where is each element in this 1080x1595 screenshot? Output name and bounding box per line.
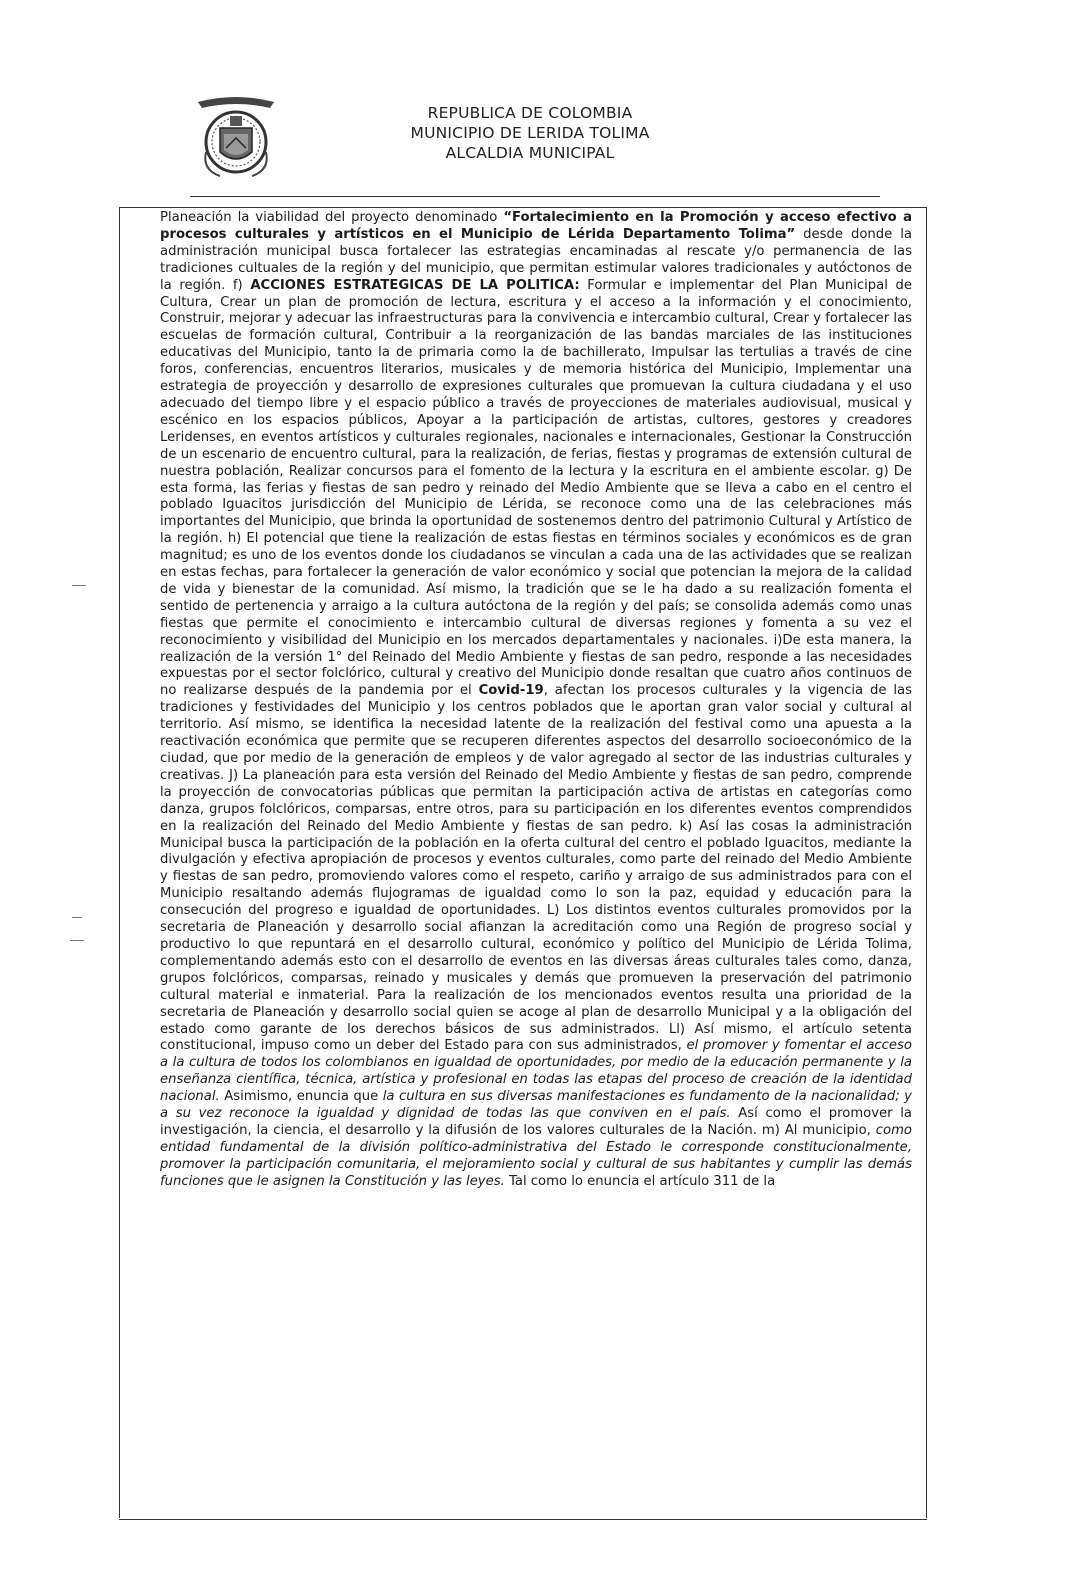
scan-mark xyxy=(70,940,84,941)
body-text-run: , afectan los procesos culturales y la vigencia de las tradiciones y festividades del Municipio y los centros poblados que le aportan gran valor social y cultural al territorio. Así mismo, se identifica la necesidad latente de la realización del festival como una apuesta a la reactivación económica que permite que se recuperen diferentes aspectos del desarrollo socioeconómico de la ciudad, que por medio de la generación de empleos y de valor agregado al sector de las industrias culturales y creativas. J) La planeación para esta versión del Reinado del Medio Ambiente y fiestas de san pedro, comprende la proyección de convocatorias públicas que permitan la participación activa de artistas en categorías como danza, grupos folclóricos, comparsas, entre otros, para su participación en los diferentes eventos comprendidos en la realización del Reinado del Medio Ambiente y fiestas de san pedro. k) Así las cosas la administración Municipal busca la participación de la población en la oferta cultural del centro el poblado Iguacitos, mediante la divulgación y efectiva apropiación de procesos y eventos culturales, como parte del reinado del Medio Ambiente y fiestas de san pedro, promoviendo valores como el respeto, cariño y arraigo de sus administrados para con el Municipio resaltando además flujogramas de igualdad como lo son la paz, equidad y educación para la consecución del progreso e igualdad de oportunidades. L) Los distintos eventos culturales promovidos por la secretaria de Planeación y desarrollo social afianzan la acreditación como una Región de progreso social y productivo lo que repuntará en el desarrollo cultural, económico y político del Municipio de Lérida Tolima, complementando además esto con el desarrollo de eventos en las diversas áreas culturales tales como, danza, grupos folclóricos, comparsas, reinado y musicales y demás que promueven la preservación del patrimonio cultural material e inmaterial. Para la realización de los mencionados eventos resulta una prioridad de la secretaria de Planeación y desarrollo social quien se acoge al plan de desarrollo Municipal y a la obligación del estado como garante de los derechos básicos de sus administrados. Ll) Así mismo, el artículo setenta constitucional, impuso como un deber del Estado para con sus administrados, xyxy=(160,683,912,1054)
covid-term: Covid-19 xyxy=(478,683,544,699)
header-municipality: MUNICIPIO DE LERIDA TOLIMA xyxy=(410,124,650,142)
content-bottom-rule xyxy=(119,1519,927,1520)
header-office: ALCALDIA MUNICIPAL xyxy=(445,144,615,162)
body-text-run: Formular e implementar del Plan Municipal de Cultura, Crear un plan de promoción de lectura, escritura y el acceso a la información y el conocimiento, Construir, mejorar y adecuar las infraestructuras para la convivencia e intercambio cultural, Crear y fortalecer las escuelas de formación cultural, Contribuir a la reorganización de las bandas marciales de las instituciones educativas del Municipio, tanto la de primaria como la de bachillerato, Impulsar las tertulias a través de cine foros, conferencias, encuentros literarios, musicales y de memoria histórica del Municipio, Implementar una estrategia de proyección y desarrollo de expresiones culturales que promuevan la cultura ciudadana y el uso adecuado del tiempo libre y el espacio público a través de proyecciones de materiales audiovisual, musical y escénico en los espacios públicos, Apoyar a la participación de artistas, cultores, gestores y creadores Leridenses, en eventos artísticos y culturales regionales, nacionales e internacionales, Gestionar la Construcción de un escenario de encuentro cultural, para la realización, de ferias, fiestas y programas de extensión cultural de nuestra población, Realizar concursos para el fomento de la lectura y la escritura en el ambiente escolar. g) De esta forma, las ferias y fiestas de san pedro y reinado del Medio Ambiente que se lleva a cabo en el centro el poblado Iguacitos jurisdicción del Municipio de Lérida, se reconoce como una de las celebraciones más importantes del Municipio, que brinda la oportunidad de sostenemos dentro del patrimonio Cultural y Artístico de la región. h) El potencial que tiene la realización de estas fiestas en términos sociales y económicos es de gran magnitud; es uno de los eventos donde los ciudadanos se vinculan a cada una de las actividades que se realizan en estas fechas, para fortalecer la generación de valor económico y social que potencian la mejora de la calidad de vida y bienestar de la comunidad. Así mismo, la tradición que se le ha dado a su realización fomenta el sentido de pertenencia y arraigo a la cultura autóctona de la región y del país; se consolida además como unas fiestas que permite el conocimiento e intercambio cultural de diversas regiones y fomenta a su vez el reconocimiento y visibilidad del Municipio en los mercados departamentales y nacionales. i)De esta manera, la realización de la versión 1° del Reinado del Medio Ambiente y fiestas de san pedro, responde a las necesidades expuestas por el sector folclórico, cultural y creativo del Municipio donde resaltan que cuatro años continuos de no realizarse después de la pandemia por el xyxy=(160,277,913,699)
document-header xyxy=(330,103,730,163)
municipal-coat-of-arms-icon xyxy=(190,92,282,184)
constitution-quote: el promover y fomentar el acceso a la cultura de todos los colombianos en igualdad de oportunidades, por medio de la educación permanente y la enseñanza científica, técnica, artística y profesional en todas las etapas del proceso de creación de la identidad nacional. xyxy=(160,1038,912,1105)
project-title: “Fortalecimiento en la Promoción y acceso efectivo a procesos culturales y artísticos en el Municipio de Lérida Departamento Tolima” xyxy=(160,210,912,242)
constitution-quote: la cultura en sus diversas manifestaciones es fundamento de la nacionalidad; y a su vez reconoce la igualdad y dignidad de todas las que conviven en el país. xyxy=(160,1089,912,1122)
section-heading: ACCIONES ESTRATEGICAS DE LA POLITICA: xyxy=(250,277,580,293)
body-text-run: Tal como lo enuncia el artículo 311 de la xyxy=(504,1173,776,1189)
header-country: REPUBLICA DE COLOMBIA xyxy=(427,104,633,122)
body-text-run: Asimismo, enuncia que xyxy=(219,1089,383,1105)
scan-mark xyxy=(72,585,86,586)
body-text-run: Así como el promover la investigación, la ciencia, el desarrollo y la difusión de los valores culturales de la Nación. m) Al municipio, xyxy=(160,1106,912,1138)
body-paragraph xyxy=(160,210,912,1191)
body-text-run: Planeación la viabilidad del proyecto denominado xyxy=(160,210,504,225)
header-divider xyxy=(190,196,880,197)
body-text-run: desde donde la administración municipal busca fortalecer las estrategias encaminadas al rescate y/o permanencia de las tradiciones cultuales de la región y del municipio, que permitan estimular valores tradicionales y autóctonos de la región. f) xyxy=(160,226,912,293)
scan-mark xyxy=(72,917,82,918)
constitution-quote: como entidad fundamental de la división político-administrativa del Estado le corresponde constitucionalmente, promover la participación comunitaria, el mejoramiento social y cultural de sus habitantes y cumplir las demás funciones que le asignen la Constitución y las leyes. xyxy=(160,1122,912,1189)
